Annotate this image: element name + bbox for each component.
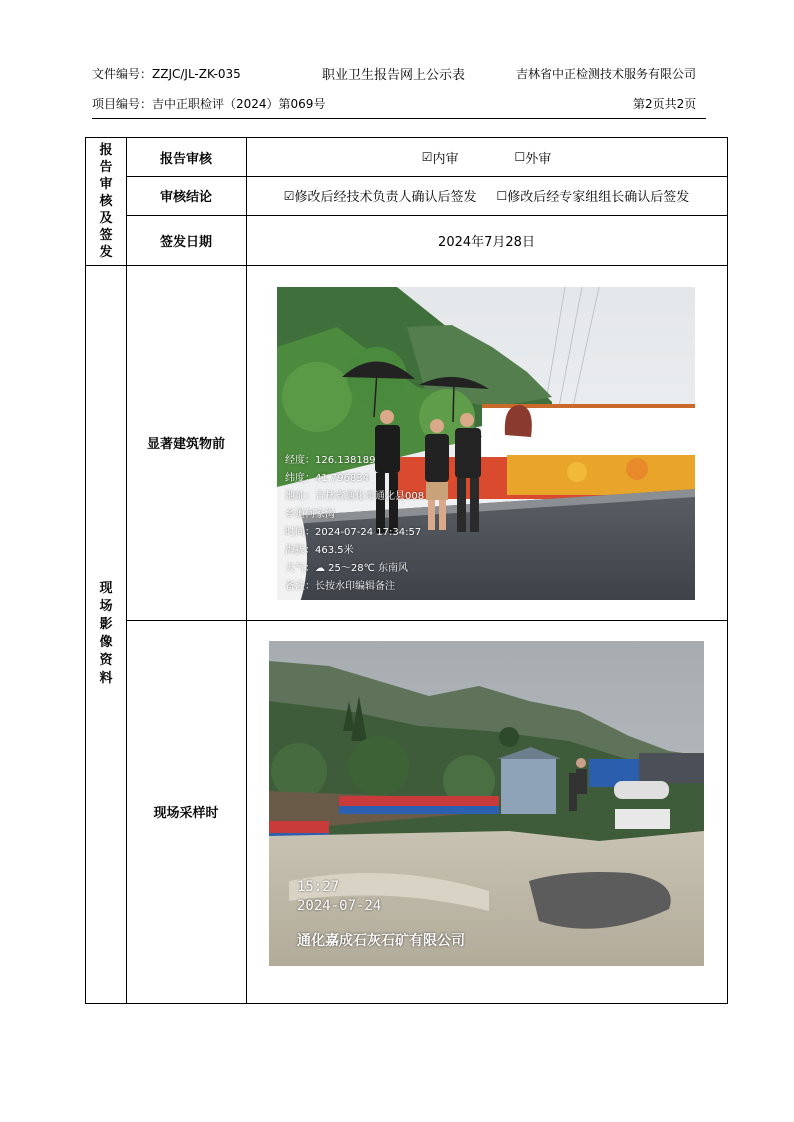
photo-watermark-line: 乡道何家沟 (285, 509, 335, 520)
side-char: 核 (99, 194, 113, 209)
side-char: 影 (99, 617, 113, 632)
internal-review-label: 内审 (432, 151, 459, 167)
unchecked-box-icon: ☐ (514, 150, 526, 164)
issue-date-label: 签发日期 (159, 234, 212, 250)
side-char: 资 (99, 653, 113, 668)
sampling-photo-label: 现场采样时 (153, 806, 219, 821)
review-conclusion-options (246, 176, 727, 215)
report-review-label: 报告审核 (159, 151, 212, 167)
report-review-options (246, 138, 727, 176)
side-char: 签 (99, 228, 113, 243)
side-char: 料 (99, 671, 113, 686)
unchecked-box-icon: ☐ (496, 188, 508, 203)
photo-watermark-line: 备注：长按水印编辑备注 (285, 581, 395, 592)
grid-line (246, 138, 247, 1003)
photo-watermark-line: 地址：吉林省通化市通化县008 (285, 491, 425, 502)
landmark-photo (277, 287, 695, 600)
photo-watermark-line: 海拔：463.5米 (285, 545, 354, 556)
expert-lead-signoff-label: 修改后经专家组组长确认后签发 (507, 190, 690, 205)
issue-date-value: 2024年7月28日 (438, 234, 535, 250)
company-name: 吉林省中正检测技术服务有限公司 (516, 67, 697, 81)
tech-lead-signoff-checkbox[interactable] (284, 186, 477, 205)
checked-box-icon: ☑ (283, 188, 295, 203)
photo-time-stamp: 15:27 (297, 879, 340, 895)
side-char: 报 (99, 143, 113, 158)
site-photos-section-label (86, 265, 126, 1003)
external-review-checkbox[interactable] (515, 148, 552, 167)
sampling-photo-image (269, 641, 704, 966)
landmark-photo-label: 显著建筑物前 (146, 437, 225, 452)
photo-watermark-line: 纬度：41.796834 (285, 473, 370, 484)
sampling-photo (269, 641, 704, 966)
side-char: 及 (99, 211, 113, 226)
photo-watermark-line: 时间：2024-07-24 17:34:57 (285, 527, 422, 538)
external-review-label: 外审 (525, 151, 552, 167)
page-number: 第2页共2页 (633, 97, 697, 111)
photo-company-stamp: 通化嘉成石灰石矿有限公司 (297, 933, 465, 949)
side-char: 审 (99, 177, 113, 192)
internal-review-checkbox[interactable] (422, 148, 459, 167)
header-rule (92, 118, 706, 119)
photo-date-stamp: 2024-07-24 (297, 898, 382, 914)
review-conclusion-label: 审核结论 (159, 190, 212, 205)
file-number: 文件编号：ZZJC/JL-ZK-035 (92, 67, 241, 81)
review-section-label (86, 138, 126, 265)
side-char: 发 (99, 245, 113, 260)
checked-box-icon: ☑ (421, 150, 433, 164)
photo-watermark-line: 经度：126.138189 (285, 455, 376, 466)
project-number: 项目编号：吉中正职检评（2024）第069号 (92, 97, 326, 111)
photo-watermark-line: 天气：☁ 25～28℃ 东南风 (285, 563, 409, 574)
document-title: 职业卫生报告网上公示表 (322, 68, 466, 83)
side-char: 告 (99, 160, 113, 175)
side-char: 像 (99, 635, 113, 650)
expert-lead-signoff-checkbox[interactable] (497, 186, 690, 205)
side-char: 场 (99, 599, 113, 614)
side-char: 现 (99, 581, 113, 596)
tech-lead-signoff-label: 修改后经技术负责人确认后签发 (294, 190, 477, 205)
